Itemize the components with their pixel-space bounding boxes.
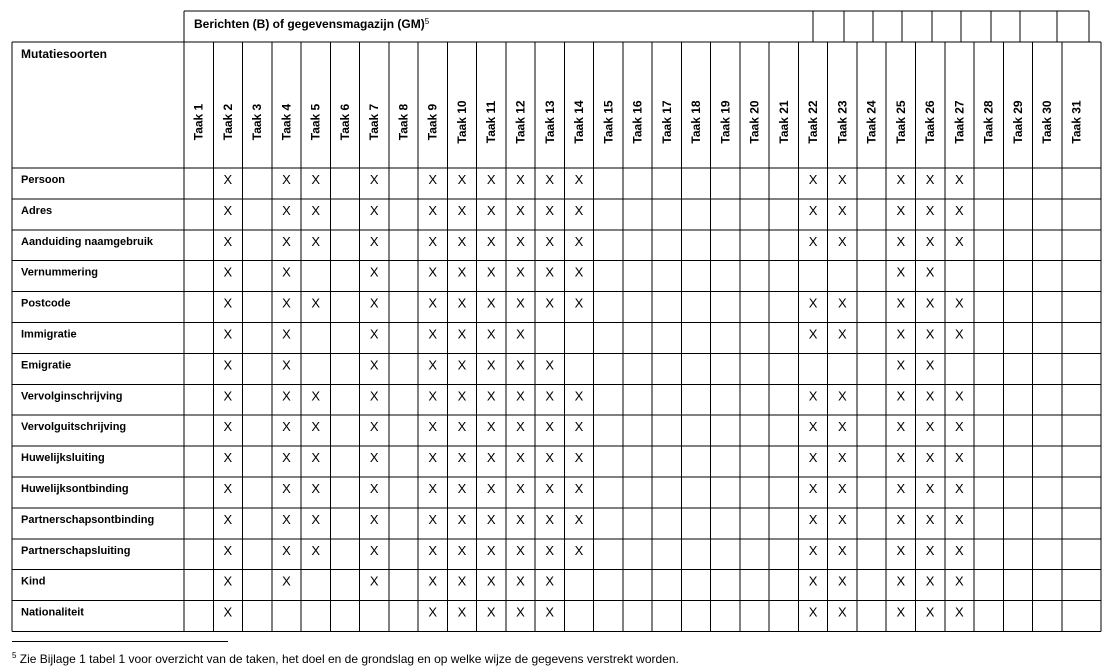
row-label: Kind (21, 575, 46, 588)
row-label: Huwelijksluiting (21, 452, 105, 465)
column-header-taak-25: Taak 25 (893, 100, 908, 144)
cell-mark: X (223, 326, 233, 342)
cell-mark: X (223, 481, 233, 496)
cell-mark: X (369, 573, 379, 589)
cell-mark: X (925, 357, 935, 373)
cell-mark: X (282, 357, 291, 373)
cell-mark: X (457, 481, 467, 496)
cell-mark: X (808, 326, 818, 342)
cell-mark: X (369, 481, 379, 496)
cell-mark: X (838, 202, 847, 218)
cell-mark: X (574, 481, 584, 496)
cell-mark: X (925, 388, 935, 404)
column-header-taak-18: Taak 18 (689, 100, 704, 144)
cell-mark: X (457, 172, 467, 187)
cell-mark: X (223, 604, 233, 620)
cell-mark: X (808, 419, 818, 435)
cell-mark: X (369, 542, 379, 558)
column-header-taak-12: Taak 12 (513, 100, 528, 144)
cell-mark: X (896, 357, 906, 373)
table-header-note-ref: 5 (424, 17, 430, 26)
cell-mark: X (457, 357, 467, 373)
cell-mark: X (282, 573, 291, 589)
cell-mark: X (574, 511, 584, 527)
cell-mark: X (955, 233, 964, 249)
cell-mark: X (838, 326, 847, 342)
cell-mark: X (925, 604, 935, 620)
cell-mark: X (486, 542, 496, 558)
cell-mark: X (369, 388, 379, 404)
cell-mark: X (457, 573, 467, 589)
row-label: Partnerschapsluiting (21, 544, 131, 557)
cell-mark: X (486, 573, 496, 589)
cell-mark: X (545, 388, 555, 404)
cell-mark: X (808, 604, 818, 620)
cell-mark: X (369, 264, 379, 280)
cell-mark: X (311, 511, 321, 527)
cell-mark: X (545, 450, 555, 466)
cell-mark: X (486, 481, 496, 496)
cell-mark: X (223, 233, 233, 249)
column-header-taak-19: Taak 19 (718, 100, 733, 144)
cell-mark: X (808, 233, 818, 249)
cell-mark: X (574, 450, 584, 466)
column-header-taak-10: Taak 10 (454, 100, 469, 144)
cell-mark: X (808, 450, 818, 466)
cell-mark: X (838, 419, 847, 435)
cell-mark: X (545, 419, 555, 435)
row-label: Nationaliteit (21, 606, 84, 619)
cell-mark: X (282, 511, 291, 527)
cell-mark: X (457, 542, 467, 558)
cell-mark: X (925, 511, 935, 527)
cell-mark: X (223, 295, 233, 311)
row-label: Postcode (21, 297, 71, 310)
cell-mark: X (457, 295, 467, 311)
cell-mark: X (369, 419, 379, 435)
column-header-taak-11: Taak 11 (484, 100, 499, 144)
cell-mark: X (516, 172, 525, 187)
cell-mark: X (282, 233, 291, 249)
cell-mark: X (925, 172, 935, 187)
cell-mark: X (516, 326, 525, 342)
cell-mark: X (486, 388, 496, 404)
cell-mark: X (838, 511, 847, 527)
cell-mark: X (486, 172, 496, 187)
cell-mark: X (282, 450, 291, 466)
cell-mark: X (486, 450, 496, 466)
row-label: Aanduiding naamgebruik (21, 235, 154, 248)
cell-mark: X (486, 604, 496, 620)
cell-mark: X (428, 573, 438, 589)
cell-mark: X (457, 604, 467, 620)
cell-mark: X (545, 295, 555, 311)
cell-mark: X (545, 542, 555, 558)
cell-mark: X (516, 481, 525, 496)
cell-mark: X (516, 419, 525, 435)
cell-mark: X (428, 604, 438, 620)
cell-mark: X (925, 419, 935, 435)
cell-mark: X (955, 172, 964, 187)
footnote-text: Zie Bijlage 1 tabel 1 voor overzicht van de taken, het doel en de grondslag en op welke wijze de gegevens verstrekt worden. (19, 652, 679, 666)
cell-mark: X (808, 511, 818, 527)
column-header-taak-15: Taak 15 (601, 100, 616, 144)
cell-mark: X (486, 357, 496, 373)
column-header-taak-30: Taak 30 (1040, 100, 1055, 144)
cell-mark: X (925, 326, 935, 342)
column-header-taak-8: Taak 8 (396, 103, 411, 141)
cell-mark: X (311, 542, 321, 558)
cell-mark: X (428, 388, 438, 404)
cell-mark: X (282, 419, 291, 435)
cell-mark: X (282, 264, 291, 280)
cell-mark: X (516, 542, 525, 558)
cell-mark: X (428, 326, 438, 342)
cell-mark: X (282, 481, 291, 496)
cell-mark: X (545, 233, 555, 249)
cell-mark: X (516, 357, 525, 373)
cell-mark: X (955, 202, 964, 218)
column-header-taak-21: Taak 21 (776, 100, 791, 144)
cell-mark: X (428, 419, 438, 435)
cell-mark: X (486, 202, 496, 218)
cell-mark: X (925, 202, 935, 218)
cell-mark: X (574, 388, 584, 404)
row-label: Immigratie (21, 328, 77, 341)
column-header-taak-22: Taak 22 (806, 100, 821, 144)
cell-mark: X (955, 481, 964, 496)
column-header-taak-6: Taak 6 (337, 103, 352, 141)
cell-mark: X (808, 172, 818, 187)
row-label: Partnerschapsontbinding (21, 513, 155, 526)
cell-mark: X (896, 573, 906, 589)
cell-mark: X (369, 295, 379, 311)
cell-mark: X (223, 511, 233, 527)
cell-mark: X (545, 202, 555, 218)
cell-mark: X (369, 233, 379, 249)
cell-mark: X (896, 542, 906, 558)
cell-mark: X (896, 295, 906, 311)
cell-mark: X (428, 202, 438, 218)
cell-mark: X (838, 542, 847, 558)
cell-mark: X (369, 326, 379, 342)
cell-mark: X (955, 388, 964, 404)
cell-mark: X (545, 264, 555, 280)
cell-mark: X (896, 419, 906, 435)
cell-mark: X (955, 326, 964, 342)
footnote-separator (12, 641, 228, 642)
cell-mark: X (223, 202, 233, 218)
cell-mark: X (369, 202, 379, 218)
cell-mark: X (955, 604, 964, 620)
cell-mark: X (516, 202, 525, 218)
cell-mark: X (516, 233, 525, 249)
cell-mark: X (223, 264, 233, 280)
cell-mark: X (955, 542, 964, 558)
cell-mark: X (282, 388, 291, 404)
column-header-taak-20: Taak 20 (747, 100, 762, 144)
cell-mark: X (808, 388, 818, 404)
cell-mark: X (808, 542, 818, 558)
row-label: Emigratie (21, 359, 72, 372)
cell-mark: X (428, 233, 438, 249)
cell-mark: X (223, 172, 233, 187)
cell-mark: X (955, 573, 964, 589)
cell-mark: X (486, 419, 496, 435)
table-header-title: Berichten (B) of gegevensmagazijn (GM)$^5$ (194, 17, 430, 31)
column-header-taak-13: Taak 13 (542, 100, 557, 144)
cell-mark: X (369, 511, 379, 527)
cell-mark: X (808, 573, 818, 589)
cell-mark: X (516, 450, 525, 466)
column-header-taak-31: Taak 31 (1069, 100, 1084, 144)
cell-mark: X (896, 202, 906, 218)
cell-mark: X (311, 202, 321, 218)
cell-mark: X (838, 450, 847, 466)
cell-mark: X (282, 295, 291, 311)
cell-mark: X (428, 481, 438, 496)
cell-mark: X (486, 233, 496, 249)
cell-mark: X (282, 202, 291, 218)
column-header-taak-29: Taak 29 (1010, 100, 1025, 144)
cell-mark: X (896, 264, 906, 280)
row-label: Huwelijksontbinding (21, 483, 129, 495)
row-header-label: Mutatiesoorten (21, 47, 108, 61)
cell-mark: X (282, 542, 291, 558)
cell-mark: X (282, 326, 291, 342)
cell-mark: X (223, 357, 233, 373)
column-header-taak-17: Taak 17 (659, 100, 674, 144)
column-header-taak-5: Taak 5 (308, 103, 323, 141)
cell-mark: X (955, 450, 964, 466)
column-header-taak-16: Taak 16 (630, 100, 645, 144)
cell-mark: X (574, 419, 584, 435)
cell-mark: X (428, 264, 438, 280)
row-label: Persoon (21, 174, 66, 186)
cell-mark: X (545, 573, 555, 589)
cell-mark: X (808, 481, 818, 496)
cell-mark: X (428, 172, 438, 187)
cell-mark: X (574, 542, 584, 558)
cell-mark: X (925, 542, 935, 558)
cell-mark: X (838, 295, 847, 311)
cell-mark: X (925, 450, 935, 466)
cell-mark: X (369, 357, 379, 373)
cell-mark: X (574, 295, 584, 311)
column-header-taak-7: Taak 7 (367, 103, 382, 141)
cell-mark: X (838, 172, 847, 187)
cell-mark: X (838, 233, 847, 249)
footnote-ref: 5 (12, 651, 17, 660)
cell-mark: X (428, 357, 438, 373)
cell-mark: X (516, 388, 525, 404)
cell-mark: X (311, 419, 321, 435)
cell-mark: X (838, 573, 847, 589)
cell-mark: X (311, 295, 321, 311)
cell-mark: X (516, 295, 525, 311)
row-label: Vernummering (21, 266, 99, 279)
column-header-taak-27: Taak 27 (952, 100, 967, 144)
cell-mark: X (896, 388, 906, 404)
cell-mark: X (311, 172, 321, 187)
cell-mark: X (457, 450, 467, 466)
cell-mark: X (925, 295, 935, 311)
cell-mark: X (838, 604, 847, 620)
cell-mark: X (925, 264, 935, 280)
cell-mark: X (545, 604, 555, 620)
cell-mark: X (311, 450, 321, 466)
column-header-taak-14: Taak 14 (572, 100, 587, 144)
cell-mark: X (516, 573, 525, 589)
cell-mark: X (955, 511, 964, 527)
cell-mark: X (516, 511, 525, 527)
cell-mark: X (311, 233, 321, 249)
column-header-taak-9: Taak 9 (425, 103, 440, 141)
cell-mark: X (486, 326, 496, 342)
cell-mark: X (457, 326, 467, 342)
cell-mark: X (896, 511, 906, 527)
cell-mark: X (896, 450, 906, 466)
cell-mark: X (516, 604, 525, 620)
cell-mark: X (428, 450, 438, 466)
cell-mark: X (545, 511, 555, 527)
cell-mark: X (223, 419, 233, 435)
cell-mark: X (545, 172, 555, 187)
cell-mark: X (457, 511, 467, 527)
cell-mark: X (457, 202, 467, 218)
cell-mark: X (369, 450, 379, 466)
cell-mark: X (896, 604, 906, 620)
footnote (12, 652, 679, 666)
column-header-taak-23: Taak 23 (835, 100, 850, 144)
cell-mark: X (574, 202, 584, 218)
column-header-taak-4: Taak 4 (279, 103, 294, 141)
cell-mark: X (457, 233, 467, 249)
cell-mark: X (545, 357, 555, 373)
cell-mark: X (896, 233, 906, 249)
cell-mark: X (925, 573, 935, 589)
cell-mark: X (486, 511, 496, 527)
cell-mark: X (896, 326, 906, 342)
cell-mark: X (925, 481, 935, 496)
cell-mark: X (896, 172, 906, 187)
cell-mark: X (369, 172, 379, 187)
cell-mark: X (808, 202, 818, 218)
row-label: Adres (21, 204, 53, 217)
cell-mark: X (223, 542, 233, 558)
cell-mark: X (223, 450, 233, 466)
row-label: Vervolguitschrijving (21, 421, 127, 434)
cell-mark: X (311, 388, 321, 404)
cell-mark: X (457, 388, 467, 404)
cell-mark: X (516, 264, 525, 280)
cell-mark: X (428, 542, 438, 558)
cell-mark: X (486, 264, 496, 280)
cell-mark: X (282, 172, 291, 187)
cell-mark: X (428, 511, 438, 527)
cell-mark: X (428, 295, 438, 311)
cell-mark: X (925, 233, 935, 249)
cell-mark: X (486, 295, 496, 311)
cell-mark: X (574, 172, 584, 187)
cell-mark: X (955, 295, 964, 311)
column-header-taak-2: Taak 2 (220, 103, 235, 141)
cell-mark: X (896, 481, 906, 496)
cell-mark: X (311, 481, 321, 496)
column-header-taak-3: Taak 3 (250, 103, 265, 141)
column-header-taak-1: Taak 1 (191, 103, 206, 141)
cell-mark: X (838, 481, 847, 496)
cell-mark: X (574, 233, 584, 249)
cell-mark: X (223, 573, 233, 589)
cell-mark: X (457, 264, 467, 280)
row-label: Vervolginschrijving (21, 390, 123, 403)
cell-mark: X (457, 419, 467, 435)
cell-mark: X (545, 481, 555, 496)
cell-mark: X (838, 388, 847, 404)
column-header-taak-28: Taak 28 (981, 100, 996, 144)
cell-mark: X (955, 419, 964, 435)
column-header-taak-24: Taak 24 (864, 100, 879, 144)
column-header-taak-26: Taak 26 (923, 100, 938, 144)
cell-mark: X (808, 295, 818, 311)
cell-mark: X (223, 388, 233, 404)
cell-mark: X (574, 264, 584, 280)
